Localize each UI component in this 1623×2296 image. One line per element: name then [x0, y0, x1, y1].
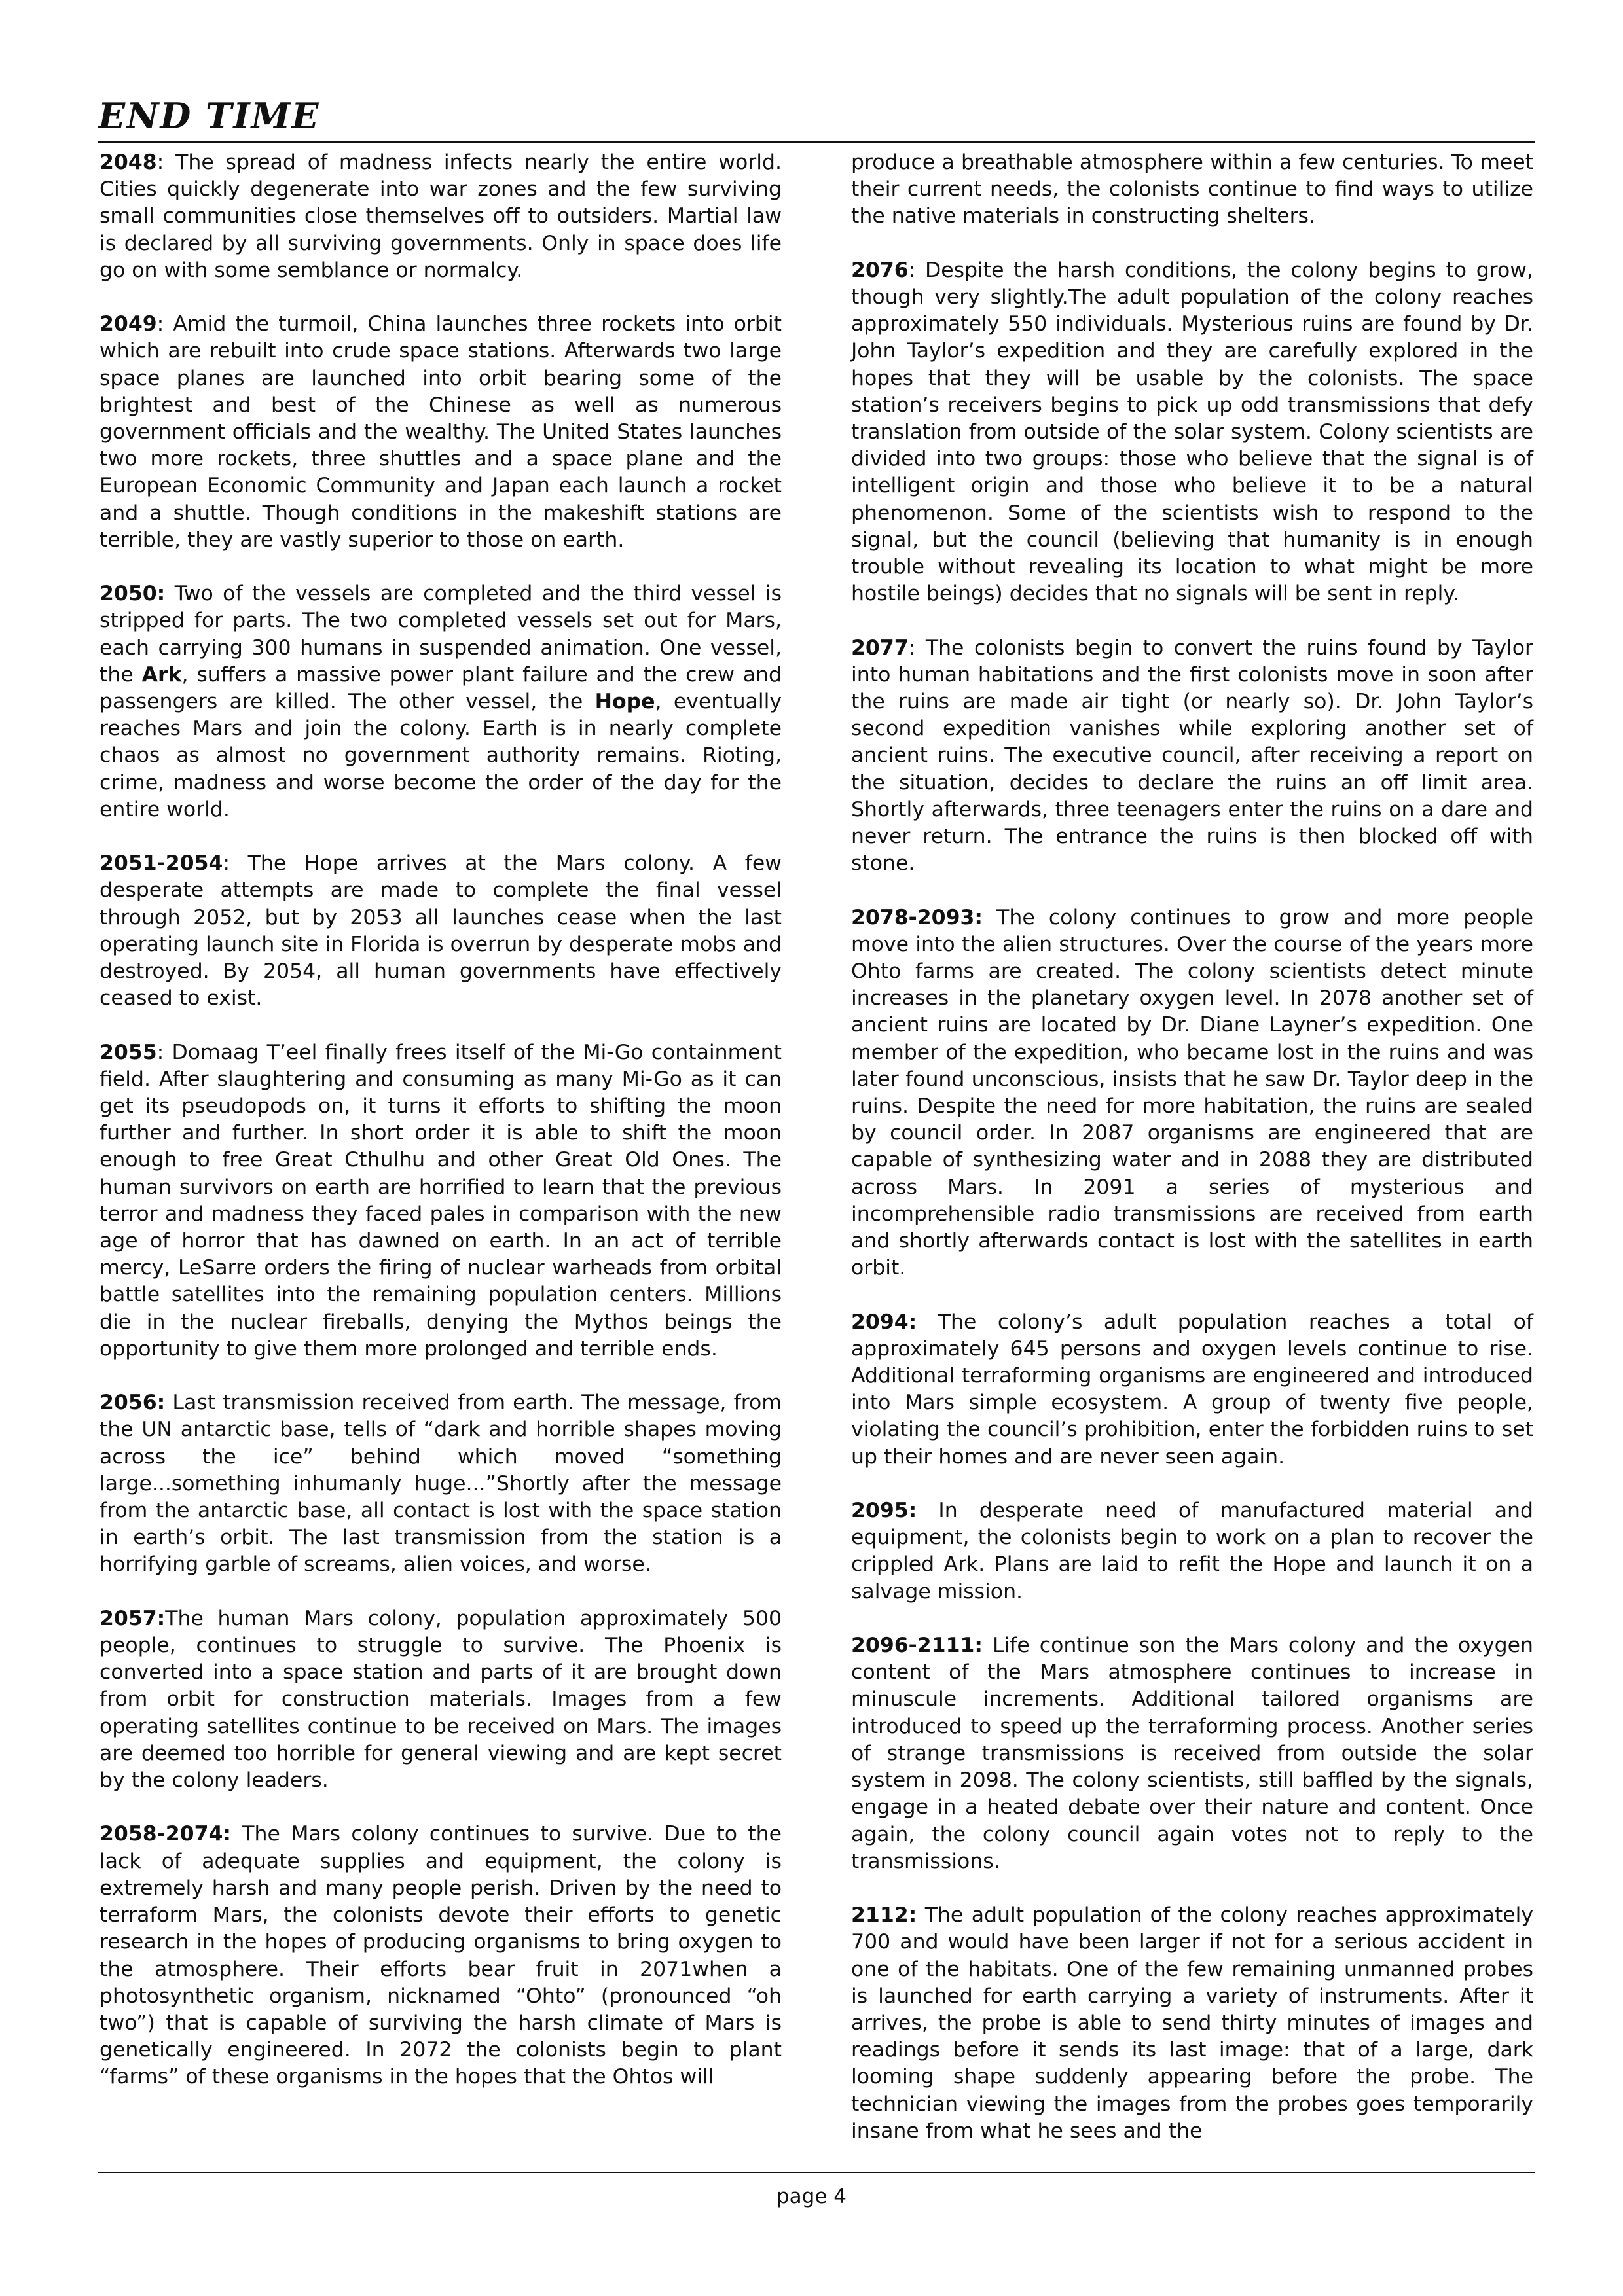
entry-date: 2096-2111: [851, 1634, 983, 1658]
entry-separator: : [223, 852, 230, 876]
entry-text: In desperate need of manufactured material and equipment, the colonists begin to work on a plan to recover the crippled Ark. Plans are laid to refit the Hope and launch it on a salvage mission. [851, 1499, 1533, 1604]
vessel-name-ark: Ark [141, 662, 182, 687]
entry-date: 2048 [100, 151, 157, 174]
timeline-entry-2056 [100, 1390, 782, 1578]
page-header-title: END TIME [98, 95, 320, 137]
timeline-entry-2078-2093 [851, 905, 1533, 1282]
timeline-entry-2049 [100, 311, 782, 554]
timeline-entry-2076 [851, 257, 1533, 608]
entry-date: 2076 [851, 258, 909, 282]
entry-date: 2094: [851, 1310, 917, 1334]
entry-text: The Hope arrives at the Mars colony. A few desperate attempts are made to complete the final vessel through 2052, but by 2053 all launches cease when the last operating launch site in Florida is overrun by desperate mobs and destroyed. By 2054, all human governments have effectively ceased to exist. [100, 852, 782, 1011]
timeline-entry-2112 [851, 1902, 1533, 2145]
entry-date: 2058-2074: [100, 1822, 232, 1846]
entry-date: 2055 [100, 1040, 157, 1064]
timeline-entry-2095 [851, 1498, 1533, 1605]
entry-date: 2078-2093: [851, 905, 983, 929]
entry-separator: : [156, 151, 164, 174]
entry-separator: : [156, 312, 164, 336]
entry-date: 2051-2054 [100, 852, 223, 876]
timeline-entry-continuation [851, 149, 1533, 230]
entry-text: Domaag T’eel finally frees itself of the Mi-Go containment field. After slaughtering and consuming as many Mi-Go as it can get its pseudopods on, it turns it efforts to shifting the moon further and further. In short order it is able to shift the moon enough to free Great Cthulhu and other Great Old Ones. The human survivors on earth are horrified to learn that the previous terror and madness they faced pales in comparison with the new age of horror that has dawned on earth. In an act of terrible mercy, LeSarre orders the firing of nuclear warheads from orbital battle satellites into the remaining population centers. Millions die in the nuclear fireballs, denying the Mythos beings the opportunity to give them more prolonged and terrible ends. [100, 1040, 782, 1361]
header-divider [98, 141, 1535, 143]
timeline-entry-2096-2111 [851, 1632, 1533, 1875]
entry-separator: : [156, 1040, 164, 1064]
entry-text: The adult population of the colony reaches approximately 700 and would have been larger if not for a serious accident in one of the habitats. One of the few remaining unmanned probes is launched for earth carrying a variety of instruments. After it arrives, the probe is able to send thirty minutes of images and readings before it sends its last image: that of a large, dark looming shape suddenly appearing before the probe. The technician viewing the images from the probes goes temporarily insane from what he sees and the [851, 1903, 1533, 2143]
entry-date: 2112: [851, 1903, 917, 1928]
entry-text: The colony continues to grow and more people move into the alien structures. Over the course of the years more Ohto farms are created. The colony scientists detect minute increases in the planetary oxygen level. In 2078 another set of ancient ruins are located by Dr. Diane Layner’s expedition. One member of the expedition, who became lost in the ruins and was later found unconscious, insists that he saw Dr. Taylor deep in the ruins. Despite the need for more habitation, the ruins are sealed by council order. In 2087 organisms are engineered that are capable of synthesizing water and in 2088 they are distributed across Mars. In 2091 a series of mysterious and incomprehensible radio transmissions are received from earth and shortly afterwards contact is lost with the satellites in earth orbit. [851, 905, 1533, 1280]
entry-date: 2095: [851, 1499, 917, 1523]
entry-text: Last transmission received from earth. The message, from the UN antarctic base, tells of “dark and horrible shapes moving across the ice” behind which moved “something large...something inhumanly huge...”Shortly after the message from the antarctic base, all contact is lost with the space station in earth’s orbit. The last transmission from the station is a horrifying garble of screams, alien voices, and worse. [100, 1391, 782, 1577]
entry-text: produce a breathable atmosphere within a few centuries. To meet their current needs, the colonists continue to find ways to utilize the native materials in constructing shelters. [851, 151, 1533, 228]
entry-text: Despite the harsh conditions, the colony begins to grow, though very slightly.The adult population of the colony reaches approximately 550 individuals. Mysterious ruins are found by Dr. John Taylor’s expedition and they are carefully explored in the hopes that they will be usable by the colonists. The space station’s receivers begins to pick up odd transmissions that defy translation from outside of the solar system. Colony scientists are divided into two groups: those who believe that the signal is of intelligent origin and those who believe it to be a natural phenomenon. Some of the scientists wish to respond to the signal, but the council (believing that humanity is in enough trouble without revealing its location to what might be more hostile beings) decides that no signals will be sent in reply. [851, 258, 1533, 606]
entry-text: The colony’s adult population reaches a total of approximately 645 persons and oxygen levels continue to rise. Additional terraforming organisms are engineered and introduced into Mars simple ecosystem. A group of twenty five people, violating the council’s prohibition, enter the forbidden ruins to set up their homes and are never seen again. [851, 1310, 1533, 1469]
entry-text: Amid the turmoil, China launches three rockets into orbit which are rebuilt into crude space stations. Afterwards two large space planes are launched into orbit bearing some of the brightest and best of the Chinese as well as numerous government officials and the wealthy. The United States launches two more rockets, three shuttles and a space plane and the European Economic Community and Japan each launch a rocket and a shuttle. Though conditions in the makeshift stations are terrible, they are vastly superior to those on earth. [100, 312, 782, 552]
entry-date: 2057: [100, 1606, 166, 1630]
entry-text: The Mars colony continues to survive. Due to the lack of adequate supplies and equipment, the colony is extremely harsh and many people perish. Driven by the need to terraform Mars, the colonists devote their efforts to genetic research in the hopes of producing organisms to bring oxygen to the atmosphere. Their efforts bear fruit in 2071when a photosynthetic organism, nicknamed “Ohto” (pronounced “oh two”) that is capable of surviving the harsh climate of Mars is genetically engineered. In 2072 the colonists begin to plant “farms” of these organisms in the hopes that the Ohtos will [100, 1822, 782, 2089]
entry-text: Life continue son the Mars colony and the oxygen content of the Mars atmosphere continues to increase in minuscule increments. Additional tailored organisms are introduced to speed up the terraforming process. Another series of strange transmissions is received from outside the solar system in 2098. The colony scientists, still baffled by the signals, engage in a heated debate over their nature and content. Once again, the colony council again votes not to reply to the transmissions. [851, 1634, 1533, 1873]
vessel-name-hope: Hope [594, 690, 655, 714]
timeline-entry-2094 [851, 1309, 1533, 1471]
timeline-entry-2077 [851, 635, 1533, 878]
entry-text: The spread of madness infects nearly the entire world. Cities quickly degenerate into war zones and the few surviving small communities close themselves off to outsiders. Martial law is declared by all surviving governments. Only in space does life go on with some semblance or normalcy. [100, 151, 782, 282]
entry-separator: : [908, 636, 916, 660]
entry-date: 2077 [851, 636, 909, 660]
entry-text: , suffers a massive power plant failure and the crew and passengers are killed. The other vessel, the [100, 662, 782, 714]
timeline-entry-2051-2054 [100, 850, 782, 1012]
footer-divider [98, 2172, 1535, 2173]
timeline-entry-2055 [100, 1039, 782, 1363]
right-column [851, 149, 1533, 2172]
timeline-entry-2058-2074 [100, 1821, 782, 2090]
entry-text: The colonists begin to convert the ruins found by Taylor into human habitations and the first colonists move in soon after the ruins are made air tight (or nearly so). Dr. John Taylor’s second expedition vanishes while exploring another set of ancient ruins. The executive council, after receiving a report on the situation, decides to declare the ruins an off limit area. Shortly afterwards, three teenagers enter the ruins on a dare and never return. The entrance the ruins is then blocked off with stone. [851, 636, 1533, 876]
timeline-entry-2048 [100, 149, 782, 284]
entry-text: The human Mars colony, population approximately 500 people, continues to struggle to survive. The Phoenix is converted into a space station and parts of it are brought down from orbit for construction materials. Images from a few operating satellites continue to be received on Mars. The images are deemed too horrible for general viewing and are kept secret by the colony leaders. [100, 1606, 782, 1793]
entry-date: 2050: [100, 582, 166, 606]
timeline-entry-2050 [100, 581, 782, 823]
left-column [100, 149, 782, 2118]
timeline-entry-2057 [100, 1605, 782, 1794]
entry-date: 2056: [100, 1391, 166, 1415]
entry-separator: : [908, 258, 916, 282]
entry-text: , eventually reaches Mars and join the colony. Earth is in nearly complete chaos as almost no government authority remains. Rioting, crime, madness and worse become the order of the day for the entire world. [100, 690, 782, 821]
entry-text: Two of the vessels are completed and the third vessel is stripped for parts. The two completed vessels set out for Mars, each carrying 300 humans in suspended animation. One vessel, the [100, 582, 782, 687]
page-number: page 4 [776, 2185, 847, 2208]
entry-date: 2049 [100, 312, 157, 336]
